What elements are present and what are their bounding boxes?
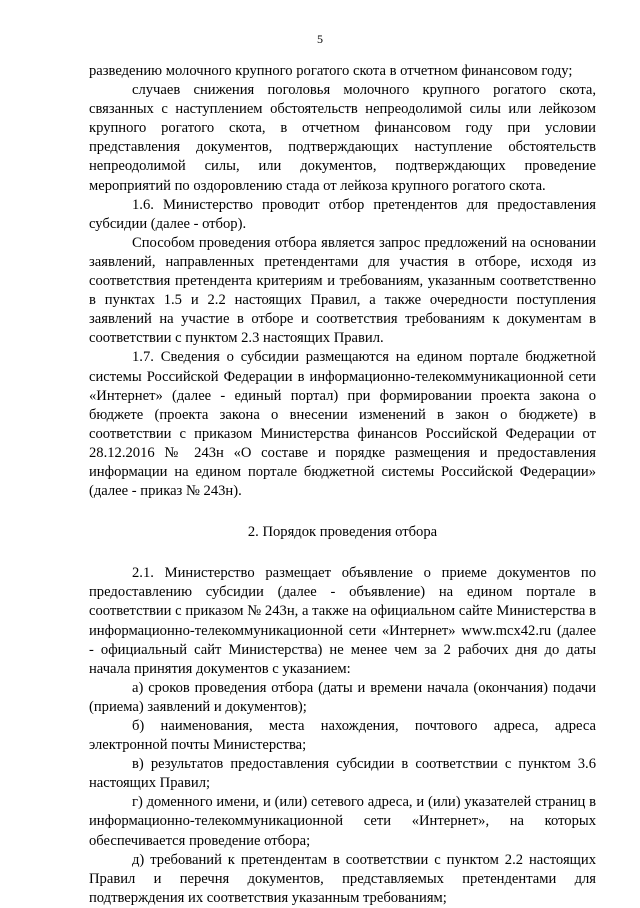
paragraph-1-7: 1.7. Сведения о субсидии размещаются на едином портале бюджетной системы Российской Федерации в информационно-телекоммуникационной сети «Интернет» (далее - единый портал) при формировании проекта закона о бюджете (проекта закона о внесении изменений в закон о бюджете) в соответствии с приказом Министерства финансов Российской Федерации от 28.12.2016 № 243н «О составе и порядке размещения и предоставления информации на едином портале бюджетной системы Российской Федерации» (далее - приказ № 243н). (89, 349, 596, 500)
document-body (89, 62, 596, 908)
list-item-g: г) доменного имени, и (или) сетевого адреса, и (или) указателей страниц в информационно-телекоммуникационной сети «Интернет», на которых обеспечивается проведение отбора; (89, 794, 596, 849)
section-heading: 2. Порядок проведения отбора (247, 524, 438, 541)
list-item-a: а) сроков проведения отбора (даты и времени начала (окончания) подачи (приема) заявлений и документов); (89, 679, 596, 715)
paragraph-1-6: 1.6. Министерство проводит отбор претендентов для предоставления субсидии (далее - отбор). (89, 196, 596, 232)
page-number: 5 (317, 32, 323, 46)
paragraph-selection-method: Способом проведения отбора является запрос предложений на основании заявлений, направленных претендентами для участия в отборе, исходя из соответствия претендента критериям и требованиям, указанным соответственно в пунктах 1.5 и 2.2 настоящих Правил, а также очередности поступления заявлений на участие в отборе и соответствия требованиям к документам в соответствии с пунктом 2.3 настоящих Правил. (89, 234, 596, 347)
paragraph-continuation: разведению молочного крупного рогатого скота в отчетном финансовом году; (89, 63, 573, 79)
paragraph-livestock-loss: случаев снижения поголовья молочного крупного рогатого скота, связанных с наступлением обстоятельств непреодолимой силы или лейкозом крупного рогатого скота, в отчетном финансовом году при условии представления документов, подтверждающих наступление обстоятельств непреодолимой силы, или документов, подтверждающих проведение мероприятий по оздоровлению стада от лейкоза крупного рогатого скота. (89, 82, 596, 194)
list-item-b: б) наименования, места нахождения, почтового адреса, адреса электронной почты Министерства; (89, 718, 596, 754)
paragraph-2-1: 2.1. Министерство размещает объявление о приеме документов по предоставлению субсидии (далее - объявление) на едином портале в соответствии с приказом № 243н, а также на официальном сайте Министерства в информационно-телекоммуникационной сети «Интернет» www.mcx42.ru (далее - официальный сайт Министерства) не менее чем за 2 рабочих дня до даты начала принятия документов с указанием: (89, 565, 596, 677)
list-item-v: в) результатов предоставления субсидии в соответствии с пунктом 3.6 настоящих Правил; (89, 756, 596, 792)
list-item-d: д) требований к претендентам в соответствии с пунктом 2.2 настоящих Правил и перечня документов, представляемых претендентами для подтверждения их соответствия указанным требованиям; (89, 851, 596, 906)
